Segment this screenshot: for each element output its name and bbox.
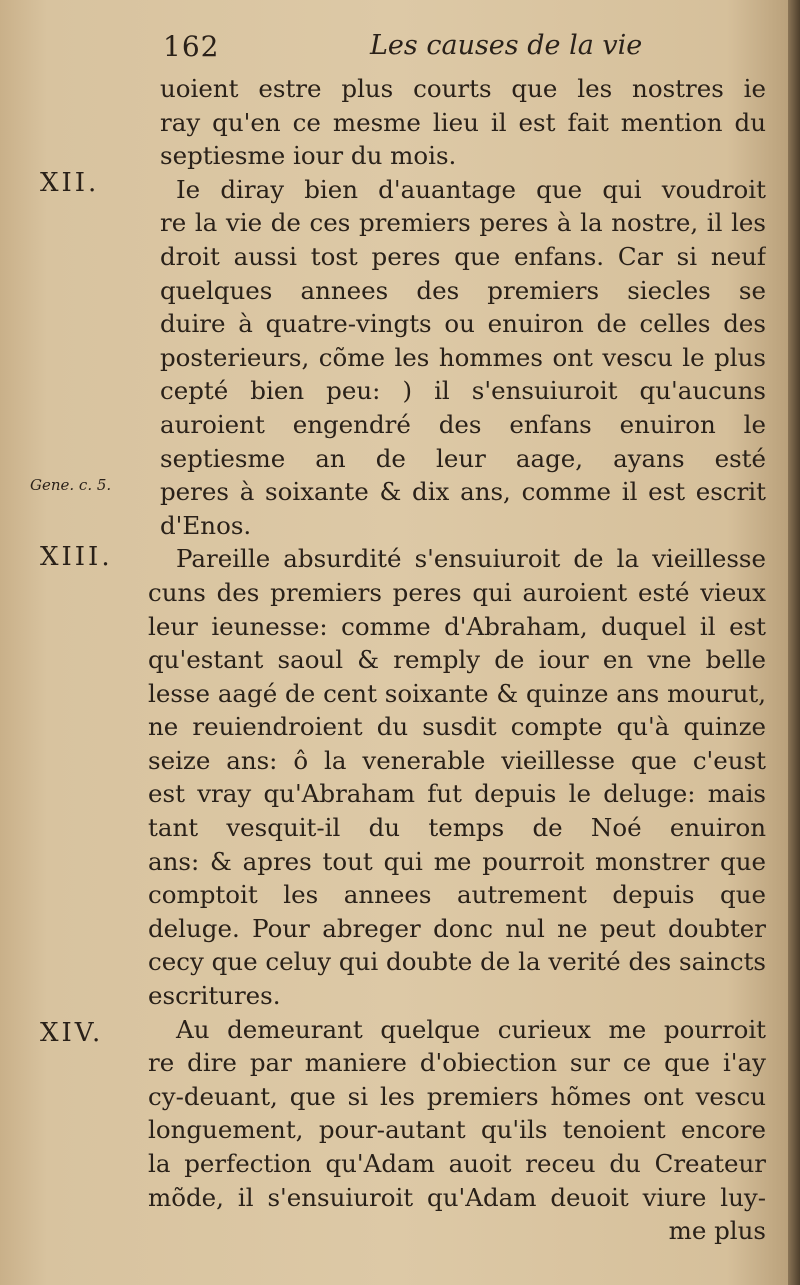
- margin-reference: Gene. c. 5.: [30, 476, 112, 494]
- text-line: est vray qu'Abraham fut depuis le deluge: mais: [148, 779, 766, 809]
- text-line: cy-deuant, que si les premiers hõmes ont vescu: [148, 1081, 766, 1111]
- text-line: re dire par maniere d'obiection sur ce que i'ay: [148, 1048, 766, 1078]
- text-line: escritures.: [148, 981, 281, 1011]
- text-line: septiesme iour du mois.: [160, 141, 457, 171]
- text-line: peres à soixante & dix ans, comme il est escrit: [160, 477, 766, 507]
- text-line: cuns des premiers peres qui auroient esté vieux: [148, 577, 766, 607]
- text-line: cecy que celuy qui doubte de la verité des saincts: [148, 947, 766, 977]
- text-line: duire à quatre-vingts ou enuiron de celles des: [160, 309, 766, 339]
- text-line: seize ans: ô la venerable vieillesse que c'eust: [148, 745, 766, 775]
- text-line: uoient estre plus courts que les nostres ie: [160, 74, 766, 103]
- text-line: deluge. Pour abreger donc nul ne peut doubter: [148, 913, 766, 943]
- body-text: [148, 72, 766, 1248]
- section-number-14: XIV.: [40, 1018, 104, 1048]
- text-line: ne reuiendroient du susdit compte qu'à quinze: [148, 712, 766, 742]
- text-line: Au demeurant quelque curieux me pourroit: [176, 1014, 766, 1044]
- text-line: droit aussi tost peres que enfans. Car si neuf: [160, 241, 766, 271]
- section-number-12: XII.: [40, 168, 100, 198]
- text-line: Pareille absurdité s'ensuiuroit de la vieillesse: [176, 544, 766, 574]
- catchword-line: me plus: [668, 1216, 766, 1246]
- text-line: re la vie de ces premiers peres à la nostre, il les: [160, 208, 766, 238]
- text-line: lesse aagé de cent soixante & quinze ans mourut,: [148, 678, 766, 708]
- text-line: auroient engendré des enfans enuiron le: [160, 409, 766, 439]
- page-number: 162: [163, 30, 220, 63]
- text-line: ans: & apres tout qui me pourroit monstrer que: [148, 846, 766, 876]
- text-line: ray qu'en ce mesme lieu il est fait mention du: [160, 107, 766, 137]
- text-line: Ie diray bien d'auantage que qui voudroit: [176, 174, 766, 204]
- text-line: tant vesquit-il du temps de Noé enuiron: [148, 813, 766, 843]
- text-line: posterieurs, cõme les hommes ont vescu le plus: [160, 342, 766, 372]
- book-fore-edge: [788, 0, 800, 1285]
- text-line: septiesme an de leur aage, ayans esté: [160, 443, 766, 473]
- text-line: leur ieunesse: comme d'Abraham, duquel il est: [148, 611, 766, 641]
- text-line: quelques annees des premiers siecles se: [160, 275, 766, 305]
- page-header: [0, 26, 790, 72]
- text-line: d'Enos.: [160, 510, 252, 540]
- text-line: cepté bien peu: ) il s'ensuiuroit qu'aucuns: [160, 376, 766, 406]
- running-title: Les causes de la vie: [370, 30, 643, 61]
- text-line: la perfection qu'Adam auoit receu du Createur: [148, 1149, 766, 1178]
- text-line: mõde, il s'ensuiuroit qu'Adam deuoit viure luy-: [148, 1182, 766, 1212]
- section-number-13: XIII.: [40, 542, 113, 572]
- text-line: qu'estant saoul & remply de iour en vne belle: [148, 645, 766, 675]
- text-line: longuement, pour-autant qu'ils tenoient encore: [148, 1115, 766, 1145]
- text-line: comptoit les annees autrement depuis que: [148, 880, 766, 910]
